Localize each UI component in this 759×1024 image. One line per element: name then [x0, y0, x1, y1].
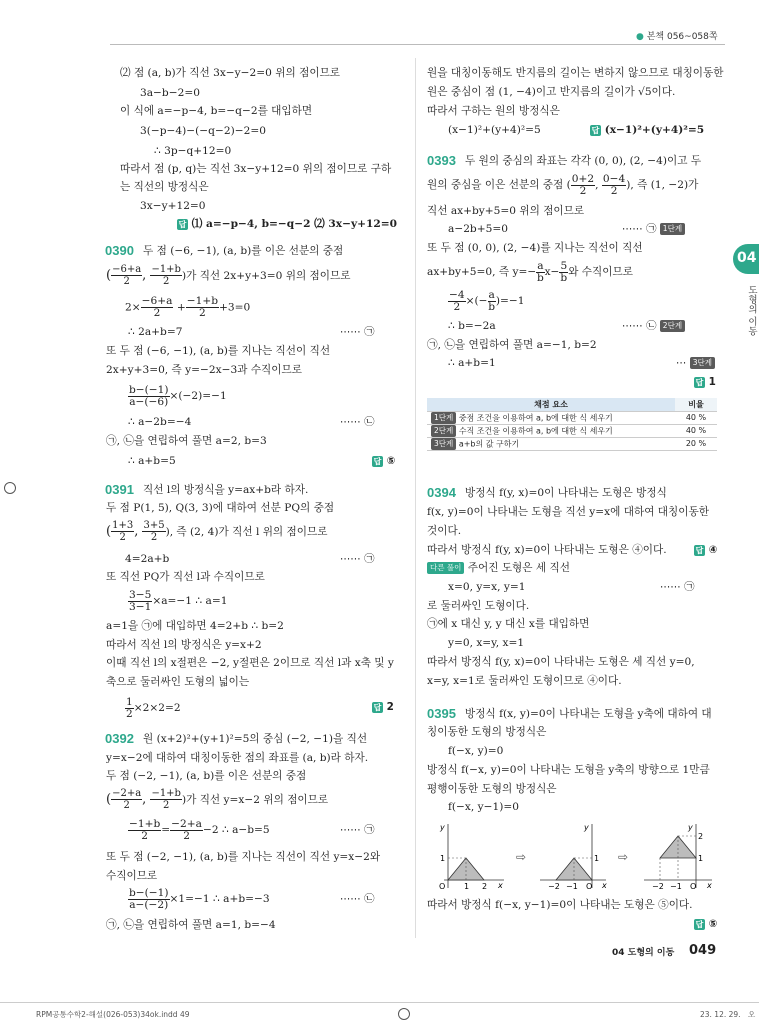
- answer-mark: 답: [178, 218, 187, 229]
- header-rule: [110, 44, 725, 45]
- p393-line7: $\frac{-4}{2}$ ×(− $\frac{a}{b}$ )=−1: [449, 288, 525, 313]
- grading-header: [427, 398, 717, 411]
- g3-x: x: [707, 881, 712, 890]
- p393-line5: 또 두 점 (0, 0), (2, −4)를 지나는 직선이 직선: [427, 242, 643, 254]
- arrow-2: ⇨: [618, 850, 629, 864]
- p391-line6: $\frac{3-5}{3-1}$ ×a=−1 ∴ a=1: [129, 588, 228, 613]
- p394-line2: f(x, y)=0이 나타내는 도형을 직선 y=x에 대하여 대칭이동한: [427, 506, 709, 518]
- right-r1: 원을 대칭이동해도 반지름의 길이는 변하지 않으므로 대칭이동한: [427, 67, 724, 79]
- footer-time: 오: [748, 1010, 756, 1019]
- p394-line7: 로 둘러싸인 도형이다.: [427, 600, 530, 612]
- p393-line8: ∴ b=−2a: [448, 320, 496, 332]
- p390-line8: ∴ a−2b=−4: [128, 416, 192, 428]
- p390-mark2: ⋯⋯ ㉡: [340, 416, 375, 428]
- answer-0393: 답 1: [695, 376, 716, 388]
- p395-line4: 방정식 f(−x, y)=0이 나타내는 도형을 y축의 방향으로 1만큼: [427, 764, 710, 776]
- problem-number-0394: 0394: [427, 485, 456, 500]
- p390-line4: ∴ 2a+b=7: [128, 326, 183, 338]
- p392-mark2: ⋯⋯ ㉡: [340, 893, 375, 905]
- p390-line10: ∴ a+b=5: [128, 455, 176, 467]
- p391-line10: 축으로 둘러싸인 도형의 넓이는: [106, 676, 250, 688]
- right-r4: (x−1)²+(y+4)²=5: [448, 124, 541, 136]
- p393-line4: a−2b+5=0: [448, 223, 508, 235]
- p395-line1: 방정식 f(x, y)=0이 나타내는 도형을 y축에 대하여 대: [465, 708, 712, 720]
- p393-line3: 직선 ax+by+5=0 위의 점이므로: [427, 205, 585, 217]
- p392-mark1: ⋯⋯ ㉠: [340, 824, 375, 836]
- graph-reflected: [536, 820, 612, 892]
- p390-line1: 두 점 (−6, −1), (a, b)를 이은 선분의 중점: [143, 245, 344, 257]
- p391-line5: 또 직선 PQ가 직선 l과 수직이므로: [106, 571, 265, 583]
- answer-0394: 답 ④: [695, 544, 718, 556]
- g3-t1: −2: [652, 882, 664, 891]
- registration-mark-bottom: [398, 1008, 410, 1020]
- g2-o: O: [586, 882, 593, 891]
- p392-line3: 두 점 (−2, −1), (a, b)를 이은 선분의 중점: [106, 770, 307, 782]
- g2-t1: −2: [548, 882, 560, 891]
- p392-line5: $\frac{-1+b}{2}$ = $\frac{-2+a}{2}$ −2 ∴ a−b=5: [129, 817, 270, 842]
- answer-0395: 답 ⑤: [695, 918, 718, 930]
- table-row: 3단계 a+b의 값 구하기 20 %: [427, 437, 717, 450]
- p392-line6: 또 두 점 (−2, −1), (a, b)를 지나는 직선이 직선 y=x−2와: [106, 851, 381, 863]
- problem-number-0393: 0393: [427, 153, 456, 168]
- g3-y: y: [688, 823, 693, 832]
- p394-line5: 다른 풀이 주어진 도형은 세 직선: [427, 561, 570, 575]
- g2-y: y: [584, 823, 589, 832]
- p393-mark1: ⋯⋯ ㉠ 1단계: [622, 222, 685, 236]
- grading-header-ratio: 비율: [675, 398, 717, 411]
- p394-line4: 따라서 방정식 f(y, x)=0이 나타내는 도형은 ④이다.: [427, 544, 667, 556]
- p390-mark1: ⋯⋯ ㉠: [340, 326, 375, 338]
- grading-header-item: 채점 요소: [427, 398, 675, 411]
- left-l4: 3(−p−4)−(−q−2)−2=0: [140, 125, 266, 137]
- footer-file: RPM공통수학2-해설(026-053)34ok.indd 49: [36, 1010, 190, 1019]
- p391-line7: a=1을 ㉠에 대입하면 4=2+b ∴ b=2: [106, 620, 284, 632]
- footer-page: 049: [689, 943, 717, 958]
- problem-number-0390: 0390: [105, 243, 134, 258]
- p390-line9: ㉠, ㉡을 연립하여 풀면 a=2, b=3: [106, 435, 267, 447]
- p392-line9: ㉠, ㉡을 연립하여 풀면 a=1, b=−4: [106, 919, 276, 931]
- graph-original: [434, 820, 510, 892]
- p393-line9: ㉠, ㉡을 연립하여 풀면 a=−1, b=2: [427, 339, 597, 351]
- p390-line5: 또 두 점 (−6, −1), (a, b)를 지나는 직선이 직선: [106, 345, 331, 357]
- p392-line2: y=x−2에 대하여 대칭이동한 점의 좌표를 (a, b)라 하자.: [106, 752, 369, 764]
- table-row: 2단계 수직 조건을 이용하여 a, b에 대한 식 세우기 40 %: [427, 424, 717, 437]
- g3-v2: 2: [698, 832, 704, 841]
- p393-mark3: ⋯ 3단계: [676, 356, 715, 370]
- p394-line10: 따라서 방정식 f(y, x)=0이 나타내는 도형은 세 직선 y=0,: [427, 656, 695, 668]
- p394-line3: 것이다.: [427, 525, 462, 537]
- p394-line6: x=0, y=x, y=1: [448, 581, 526, 593]
- right-r3: 따라서 구하는 원의 방정식은: [427, 105, 560, 117]
- p390-line3: 2× $\frac{-6+a}{2}$ + $\frac{-1+b}{2}$ +3=0: [125, 295, 251, 319]
- p393-mark2: ⋯⋯ ㉡ 2단계: [622, 319, 685, 333]
- p395-line5: 평행이동한 도형의 방정식은: [427, 783, 557, 795]
- p391-line8: 따라서 직선 l의 방정식은 y=x+2: [106, 639, 262, 651]
- arrow-1: ⇨: [516, 850, 527, 864]
- p391-line11: $\frac{1}{2}$ ×2×2=2: [126, 695, 181, 720]
- answer-0389: 답 ⑴ a=−p−4, b=−q−2 ⑵ 3x−y+12=0: [178, 218, 398, 230]
- column-divider: [415, 58, 416, 938]
- p390-line6: 2x+y+3=0, 즉 y=−2x−3과 수직이므로: [106, 364, 302, 376]
- registration-mark-left: [4, 482, 16, 494]
- p390-line7: $\frac{b-(-1)}{a-(-6)}$ ×(−2)=−1: [129, 383, 227, 408]
- p394-line8: ㉠에 x 대신 y, y 대신 x를 대입하면: [427, 618, 590, 630]
- left-l6: 따라서 점 (p, q)는 직선 3x−y+12=0 위의 점이므로 구하: [120, 163, 392, 175]
- p394-mark1: ⋯⋯ ㉠: [660, 581, 695, 593]
- problem-number-0395: 0395: [427, 706, 456, 721]
- g1-v1: 1: [440, 854, 446, 863]
- p391-line2: 두 점 P(1, 5), Q(3, 3)에 대하여 선분 PQ의 중점: [106, 502, 335, 514]
- p392-line1: 원 (x+2)²+(y+1)²=5의 중심 (−2, −1)을 직선: [143, 733, 368, 745]
- p394-line1: 방정식 f(y, x)=0이 나타내는 도형은 방정식: [465, 487, 667, 499]
- g1-t2: 2: [482, 882, 488, 891]
- side-tab-text: 도형의 이동: [746, 285, 757, 336]
- table-row: 1단계 중점 조건을 이용하여 a, b에 대한 식 세우기 40 %: [427, 411, 717, 424]
- graph-translated: [640, 820, 720, 892]
- p391-line9: 이때 직선 l의 x절편은 −2, y절편은 2이므로 직선 l과 x축 및 y: [106, 657, 394, 669]
- g1-o: O: [439, 882, 446, 891]
- left-l5: ∴ 3p−q+12=0: [154, 145, 232, 157]
- g1-y: y: [440, 823, 445, 832]
- left-l2: 3a−b−2=0: [140, 87, 200, 99]
- p393-line6: ax+by+5=0, 즉 y=− $\frac{a}{b}$ x− $\frac{5}{b}$ 와 수직이므로: [427, 259, 633, 284]
- footer-chapter: 04 도형의 이동: [612, 948, 675, 958]
- g3-v1: 1: [698, 854, 704, 863]
- p393-line2: 원의 중심을 이은 선분의 중점 ( $\frac{0+2}{2}$ , $\frac{0-4}{2}$ ), 즉 (1, −2)가: [427, 172, 699, 197]
- footer-date: 23. 12. 29.: [700, 1010, 741, 1019]
- p395-line2: 칭이동한 도형의 방정식은: [427, 726, 547, 738]
- answer-0392: 답 (x−1)²+(y+4)²=5: [591, 124, 705, 136]
- g1-t1: 1: [464, 882, 470, 891]
- g1-x: x: [498, 881, 503, 890]
- g3-o: O: [690, 882, 697, 891]
- right-r2: 원은 중심이 점 (1, −4)이고 반지름의 길이가 √5이다.: [427, 86, 676, 98]
- g2-t2: −1: [566, 882, 578, 891]
- p392-line4: ( $\frac{-2+a}{2}$ , $\frac{-1+b}{2}$ )가 직선 y=x−2 위의 점이므로: [106, 788, 329, 811]
- g2-v1: 1: [594, 854, 600, 863]
- answer-0391: 답 2: [373, 701, 394, 713]
- left-l7: 는 직선의 방정식은: [120, 181, 209, 193]
- p393-line10: ∴ a+b=1: [448, 357, 496, 369]
- left-l3: 이 식에 a=−p−4, b=−q−2를 대입하면: [120, 105, 313, 117]
- p391-line3: ( $\frac{1+3}{2}$ , $\frac{3+5}{2}$ ), 즉 (2, 4)가 직선 l 위의 점이므로: [106, 520, 328, 543]
- p393-line1: 두 원의 중심의 좌표는 각각 (0, 0), (2, −4)이고 두: [465, 155, 702, 167]
- grading-table: [427, 398, 717, 451]
- side-tab-num: 04: [737, 250, 757, 266]
- p395-line3: f(−x, y)=0: [448, 745, 504, 757]
- p392-line7: 수직이므로: [106, 870, 158, 882]
- other-solution-tag: 다른 풀이: [427, 562, 464, 574]
- p392-line8: $\frac{b-(-1)}{a-(-2)}$ ×1=−1 ∴ a+b=−3: [129, 886, 270, 911]
- problem-number-0392: 0392: [105, 731, 134, 746]
- p391-mark1: ⋯⋯ ㉠: [340, 553, 375, 565]
- answer-0390: 답 ⑤: [373, 455, 396, 467]
- footer-rule: [0, 1002, 759, 1003]
- p391-line4: 4=2a+b: [125, 553, 170, 565]
- g3-t2: −1: [670, 882, 682, 891]
- p394-line11: x=y, x=1로 둘러싸인 도형이므로 ④이다.: [427, 675, 622, 687]
- p391-line1: 직선 l의 방정식을 y=ax+b라 하자.: [143, 484, 309, 496]
- p395-line7: 따라서 방정식 f(−x, y−1)=0이 나타내는 도형은 ⑤이다.: [427, 899, 693, 911]
- left-l1: ⑵ 점 (a, b)가 직선 3x−y−2=0 위의 점이므로: [120, 67, 341, 79]
- p395-line6: f(−x, y−1)=0: [448, 801, 519, 813]
- p390-line2: ( $\frac{-6+a}{2}$ , $\frac{-1+b}{2}$ )가 직선 2x+y+3=0 위의 점이므로: [106, 264, 351, 287]
- p394-line9: y=0, x=y, x=1: [448, 637, 525, 649]
- header-ref: ● 본책 056~058쪽: [636, 32, 718, 42]
- problem-number-0391: 0391: [105, 482, 134, 497]
- left-l8: 3x−y+12=0: [140, 200, 206, 212]
- g2-x: x: [602, 881, 607, 890]
